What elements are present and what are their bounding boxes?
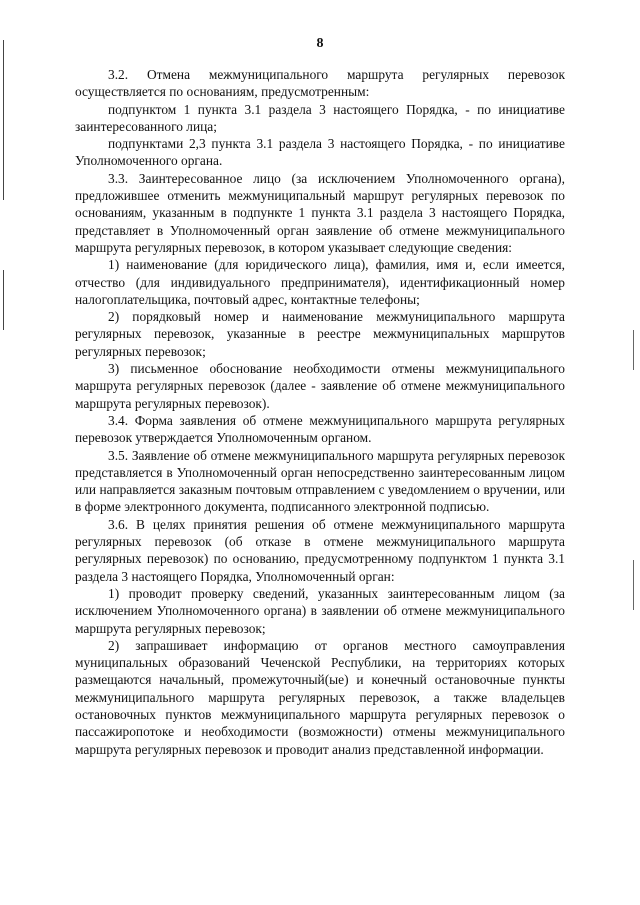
paragraph-3-5: 3.5. Заявление об отмене межмуниципального маршрута регулярных перевозок представляется в Уполномоченный орган непосредственно заинтересованным лицом или направляется заказным почтовым отправлением с уведомлением о вручении, или в форме электронного документа, подписанного электронной подписью. [75, 447, 565, 515]
paragraph-3-3-item2: 2) порядковый номер и наименование межмуниципального маршрута регулярных перевозок, указанные в реестре межмуниципальных маршрутов регулярных перевозок; [75, 309, 565, 359]
scan-edge-mark [3, 40, 4, 200]
paragraph-3-6-item2: 2) запрашивает информацию от органов местного самоуправления муниципальных образований Чеченской Республики, на территориях которых размещаются начальный, промежуточный(ые) и конечный остановочные пункты межмуниципального маршрута регулярных перевозок, а также владельцев остановочных пунктов межмуниципального маршрута регулярных перевозок о пассажиропотоке и необходимости (возможности) отмены межмуниципального маршрута регулярных перевозок и проводит анализ представленной информации. [75, 637, 565, 757]
paragraph-3-2: 3.2. Отмена межмуниципального маршрута регулярных перевозок осуществляется по основаниям, предусмотренным: [75, 67, 565, 100]
paragraph-3-2-sub2: подпунктами 2,3 пункта 3.1 раздела 3 настоящего Порядка, - по инициативе Уполномоченного органа. [75, 136, 565, 169]
scan-edge-mark [633, 560, 634, 610]
document-body [75, 66, 565, 758]
page-number: 8 [316, 36, 324, 51]
paragraph-3-6-item1: 1) проводит проверку сведений, указанных заинтересованным лицом (за исключением Уполномоченного органа) в заявлении об отмене межмуниципального маршрута регулярных перевозок; [75, 585, 565, 636]
paragraph-3-4: 3.4. Форма заявления об отмене межмуниципального маршрута регулярных перевозок утверждается Уполномоченным органом. [75, 412, 565, 446]
paragraph-3-2-sub1: подпунктом 1 пункта 3.1 раздела 3 настоящего Порядка, - по инициативе заинтересованного лица; [75, 101, 565, 134]
paragraph-3-3-item1: 1) наименование (для юридического лица), фамилия, имя и, если имеется, отчество (для индивидуального предпринимателя), идентификационный номер налогоплательщика, почтовый адрес, контактные телефоны; [75, 257, 565, 307]
paragraph-3-6: 3.6. В целях принятия решения об отмене межмуниципального маршрута регулярных перевозок (об отказе в отмене межмуниципального маршрута регулярных перевозок) по основанию, предусмотренному подпунктом 1 пункта 3.1 раздела 3 настоящего Порядка, Уполномоченный орган: [75, 516, 565, 584]
paragraph-3-3-item3: 3) письменное обоснование необходимости отмены межмуниципального маршрута регулярных перевозок (далее - заявление об отмене межмуниципального маршрута регулярных перевозок). [75, 361, 565, 411]
scan-edge-mark [3, 270, 4, 330]
paragraph-3-3: 3.3. Заинтересованное лицо (за исключением Уполномоченного органа), предложившее отменить межмуниципальный маршрут регулярных перевозок по основаниям, указанным в подпункте 1 пункта 3.1 раздела 3 настоящего Порядка, представляет в Уполномоченный орган заявление об отмене межмуниципального маршрута регулярных перевозок, в котором указывает следующие сведения: [75, 170, 565, 255]
scan-edge-mark [633, 330, 634, 370]
